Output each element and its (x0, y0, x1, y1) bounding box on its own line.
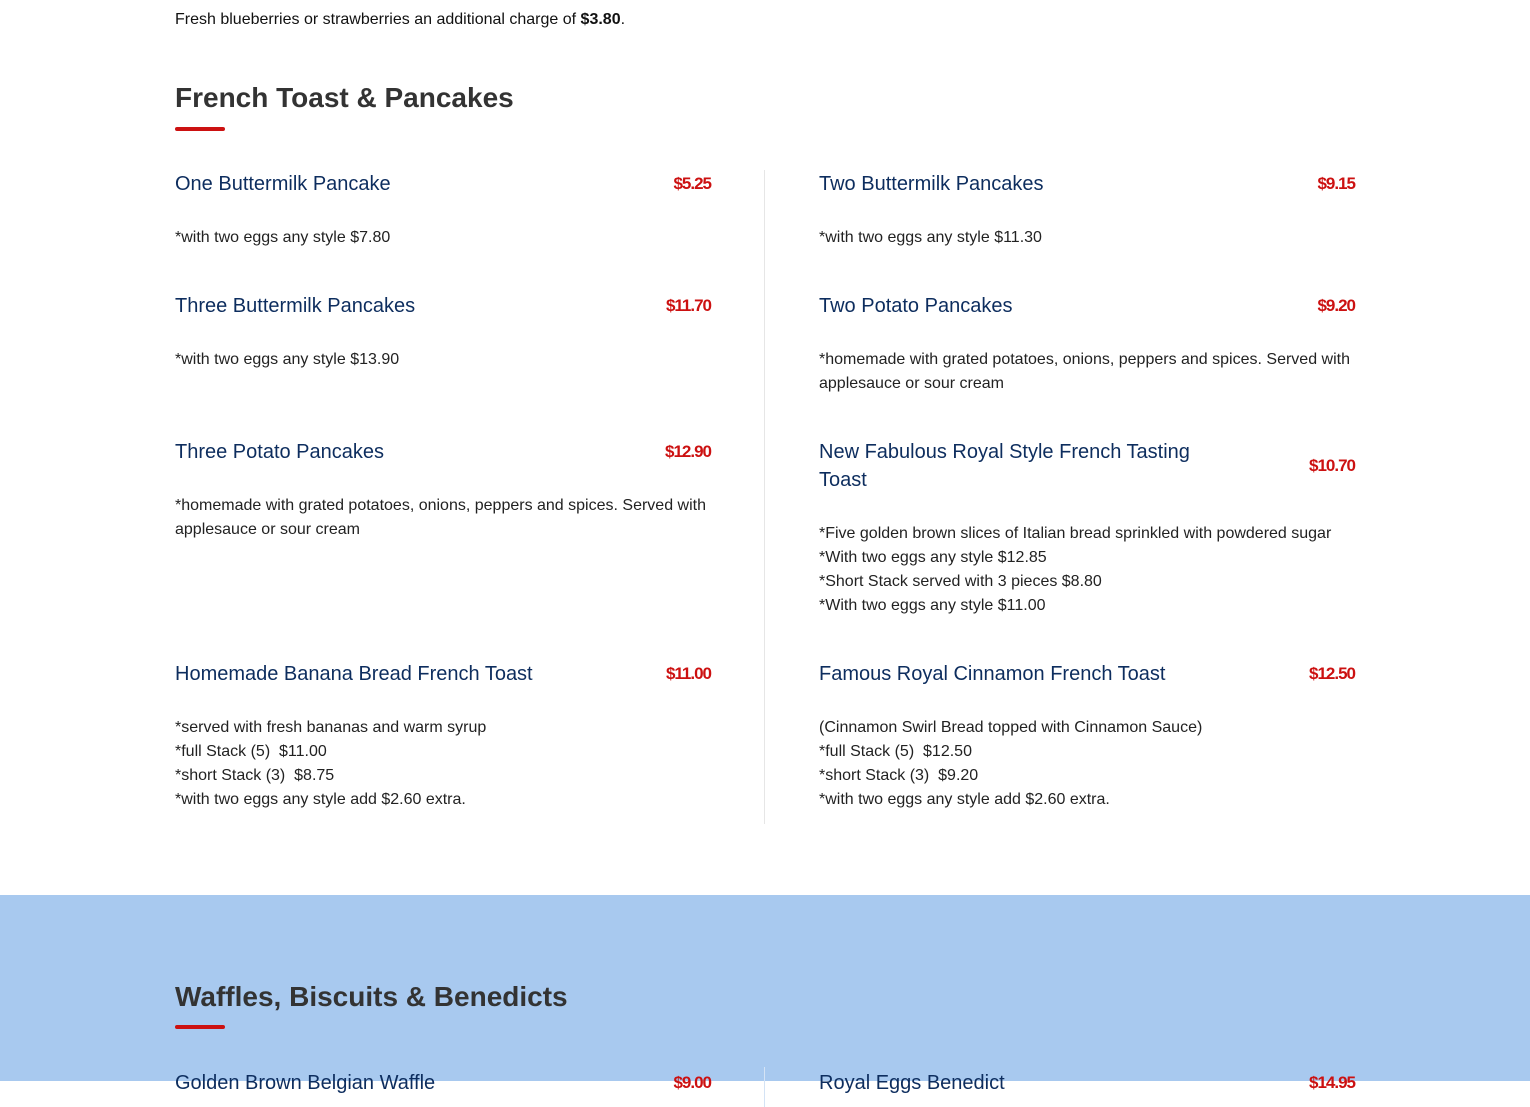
item-price: $5.25 (673, 174, 711, 193)
item-name: Two Potato Pancakes (819, 295, 1013, 317)
item-price: $9.15 (1317, 174, 1355, 193)
item-price: $11.70 (665, 296, 711, 315)
note-end: . (620, 11, 626, 28)
menu-item (819, 660, 1355, 812)
menu-item (819, 1069, 1355, 1097)
item-name: Homemade Banana Bread French Toast (175, 663, 533, 685)
item-name: Famous Royal Cinnamon French Toast (819, 663, 1166, 685)
menu-item (175, 292, 711, 372)
note-price: $3.80 (580, 11, 621, 28)
title-underline (175, 127, 225, 131)
item-description: *with two eggs any style $7.80 (175, 229, 391, 246)
blueberry-note (175, 11, 625, 29)
item-price: $11.00 (665, 664, 711, 683)
item-name: Royal Eggs Benedict (819, 1072, 1005, 1094)
item-name: Three Buttermilk Pancakes (175, 295, 416, 317)
menu-item (175, 170, 711, 250)
menu-item (175, 438, 711, 542)
menu-item (819, 292, 1355, 396)
column-divider (764, 170, 765, 824)
item-description: *with two eggs any style $11.30 (819, 229, 1042, 246)
item-description: *homemade with grated potatoes, onions, peppers and spices. Served with applesauce or sour cream (819, 351, 1350, 392)
item-description: (Cinnamon Swirl Bread topped with Cinnamon Sauce) *full Stack (5) $12.50 *short Stack (3) $9.20 *with two eggs any style add $2.60 extra. (819, 719, 1203, 808)
item-description: *with two eggs any style $13.90 (175, 351, 400, 368)
item-price: $14.95 (1309, 1073, 1355, 1092)
menu-item (819, 438, 1355, 618)
item-price: $9.00 (673, 1073, 711, 1092)
section-title-waffles: Waffles, Biscuits & Benedicts (175, 981, 568, 1012)
item-name: Three Potato Pancakes (175, 441, 385, 463)
menu-item (175, 660, 711, 812)
section-title-french-toast: French Toast & Pancakes (175, 82, 514, 113)
item-price: $10.70 (1309, 456, 1355, 475)
item-name: One Buttermilk Pancake (175, 173, 391, 195)
column-divider (764, 1067, 765, 1107)
title-underline (175, 1025, 225, 1029)
menu-item (175, 1069, 711, 1097)
menu-item (819, 170, 1355, 250)
item-name: Golden Brown Belgian Waffle (175, 1072, 436, 1094)
item-price: $9.20 (1317, 296, 1355, 315)
item-price: $12.90 (665, 442, 711, 461)
waffles-section (0, 895, 1530, 1094)
item-description: *Five golden brown slices of Italian bread sprinkled with powdered sugar *With two eggs any style $12.85 *Short Stack served with 3 pieces $8.80 *With two eggs any style $11.00 (819, 525, 1332, 614)
item-description: *homemade with grated potatoes, onions, peppers and spices. Served with applesauce or sour cream (175, 497, 706, 538)
item-name: Two Buttermilk Pancakes (819, 173, 1044, 195)
item-price: $12.50 (1309, 664, 1355, 683)
item-description: *served with fresh bananas and warm syrup *full Stack (5) $11.00 *short Stack (3) $8.75 *with two eggs any style add $2.60 extra. (175, 719, 487, 808)
item-name: New Fabulous Royal Style French Tasting Toast (819, 441, 1190, 491)
note-text: Fresh blueberries or strawberries an additional charge of (175, 11, 581, 28)
